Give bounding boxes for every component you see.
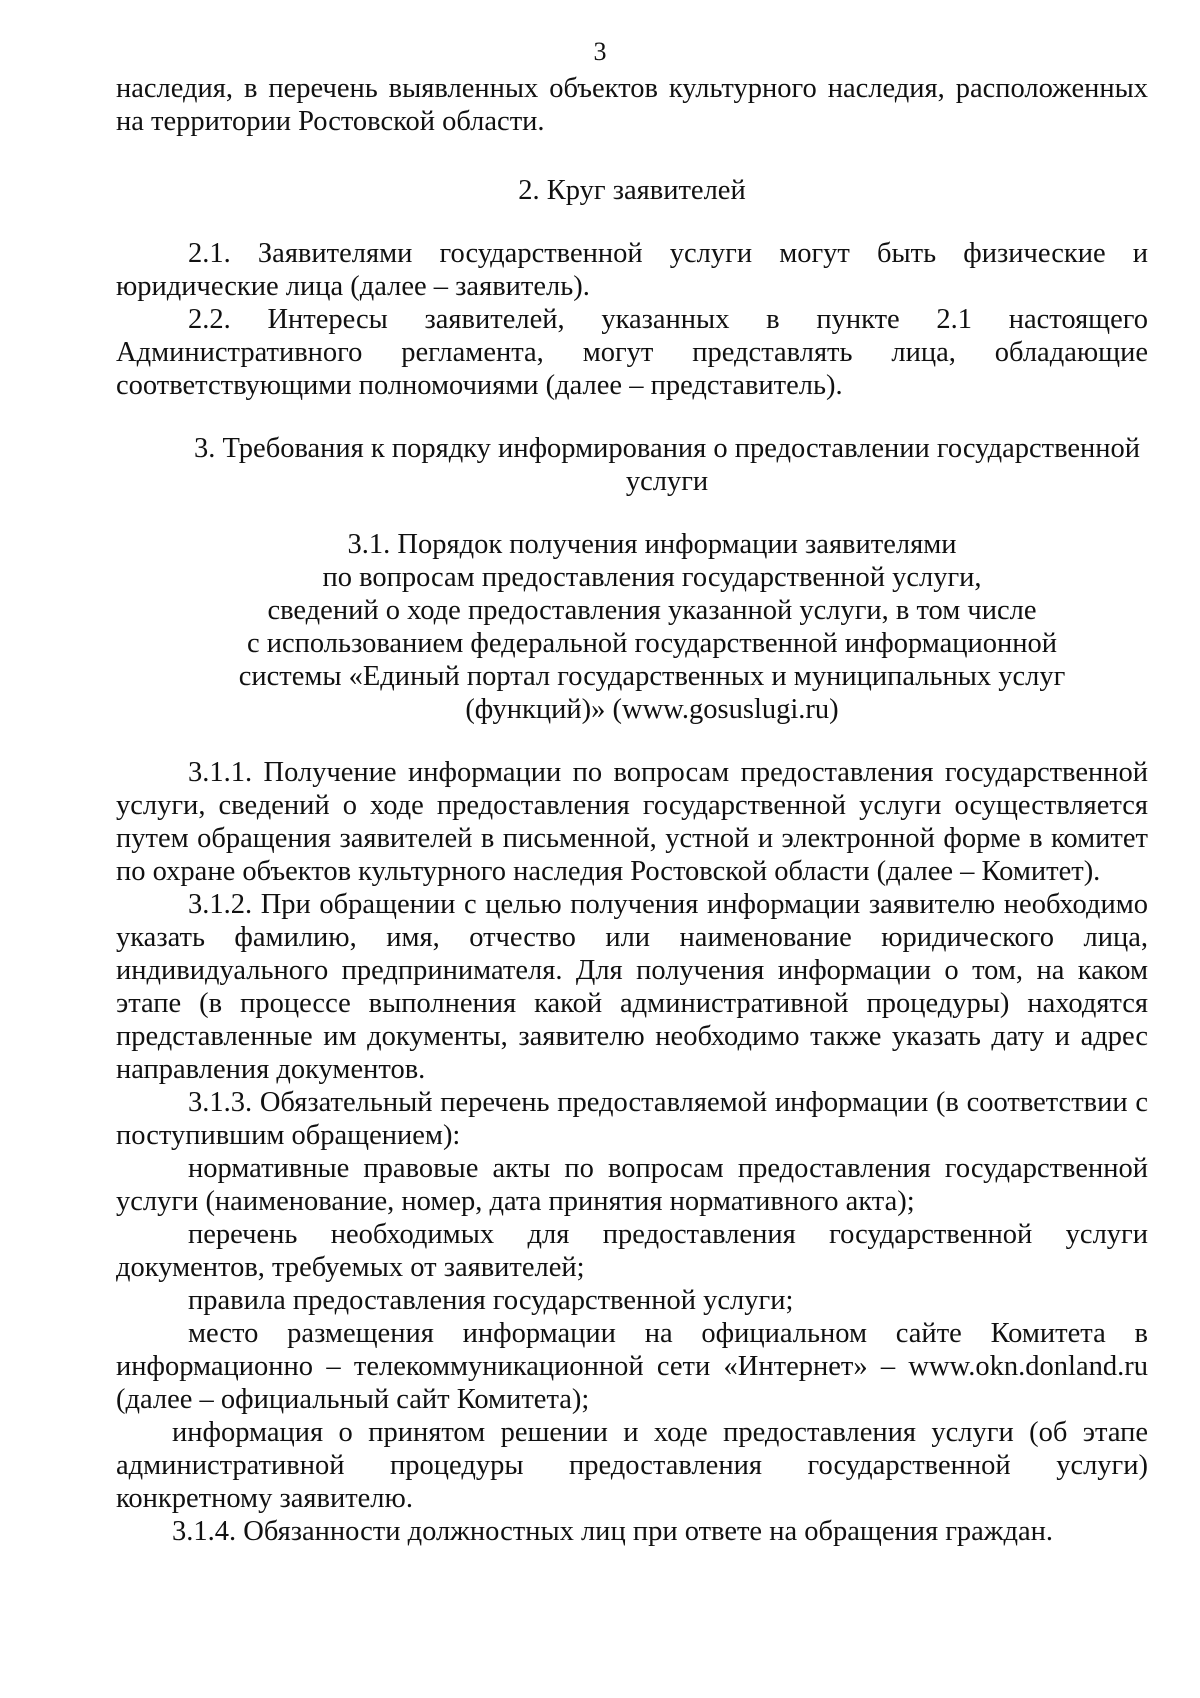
- subheading-line: по вопросам предоставления государственной услуги,: [322, 562, 982, 593]
- list-item: нормативные правовые акты по вопросам предоставления государственной услуги (наименование, номер, дата принятия нормативного акта);: [116, 1153, 1148, 1217]
- paragraph-3-1-3: 3.1.3. Обязательный перечень предоставляемой информации (в соответствии с поступившим обращением):: [116, 1087, 1148, 1151]
- list-item: правила предоставления государственной услуги;: [188, 1285, 794, 1316]
- paragraph-3-1-2: 3.1.2. При обращении с целью получения информации заявителю необходимо указать фамилию, имя, отчество или наименование юридического лица, индивидуального предпринимателя. Для получения информации о том, на каком этапе (в процессе выполнения какой административной процедуры) находятся представленные им документы, заявителю необходимо также указать дату и адрес направления документов.: [116, 889, 1148, 1085]
- list-item-last: информация о принятом решении и ходе предоставления услуги (об этапе административной процедуры предоставления государственной услуги) конкретному заявителю.: [116, 1417, 1148, 1514]
- paragraph-3-1-1: 3.1.1. Получение информации по вопросам предоставления государственной услуги, сведений о ходе предоставления государственной услуги осуществляется путем обращения заявителей в письменной, устной и электронной форме в комитет по охране объектов культурного наследия Ростовской области (далее – Комитет).: [116, 757, 1148, 887]
- intro-paragraph: наследия, в перечень выявленных объектов культурного наследия, расположенных на территории Ростовской области.: [116, 73, 1148, 137]
- paragraph-3-1-4: 3.1.4. Обязанности должностных лиц при ответе на обращения граждан.: [172, 1516, 1054, 1547]
- section-3-1-heading: [116, 528, 1148, 726]
- subheading-line: 3.1. Порядок получения информации заявителями: [347, 529, 957, 560]
- subheading-line: (функций)» (www.gosuslugi.ru): [465, 694, 839, 725]
- subheading-line: с использованием федеральной государственной информационной: [246, 628, 1058, 659]
- section-3-title: 3. Требования к порядку информирования о предоставлении государственной услуги: [193, 433, 1141, 497]
- list-item: место размещения информации на официальном сайте Комитета в информационно – телекоммуникационной сети «Интернет» – www.okn.donland.ru (далее – официальный сайт Комитета);: [116, 1318, 1148, 1415]
- page-number: 3: [593, 37, 607, 66]
- list-item: перечень необходимых для предоставления государственной услуги документов, требуемых от заявителей;: [116, 1219, 1148, 1283]
- section-2-title: 2. Круг заявителей: [518, 175, 746, 206]
- subheading-line: сведений о ходе предоставления указанной услуги, в том числе: [267, 595, 1037, 626]
- subheading-line: системы «Единый портал государственных и муниципальных услуг: [238, 661, 1066, 692]
- paragraph-2-2: 2.2. Интересы заявителей, указанных в пункте 2.1 настоящего Административного регламента, могут представлять лица, обладающие соответствующими полномочиями (далее – представитель).: [116, 304, 1148, 401]
- document-body: [116, 72, 1148, 1548]
- paragraph-2-1: 2.1. Заявителями государственной услуги могут быть физические и юридические лица (далее – заявитель).: [116, 238, 1148, 302]
